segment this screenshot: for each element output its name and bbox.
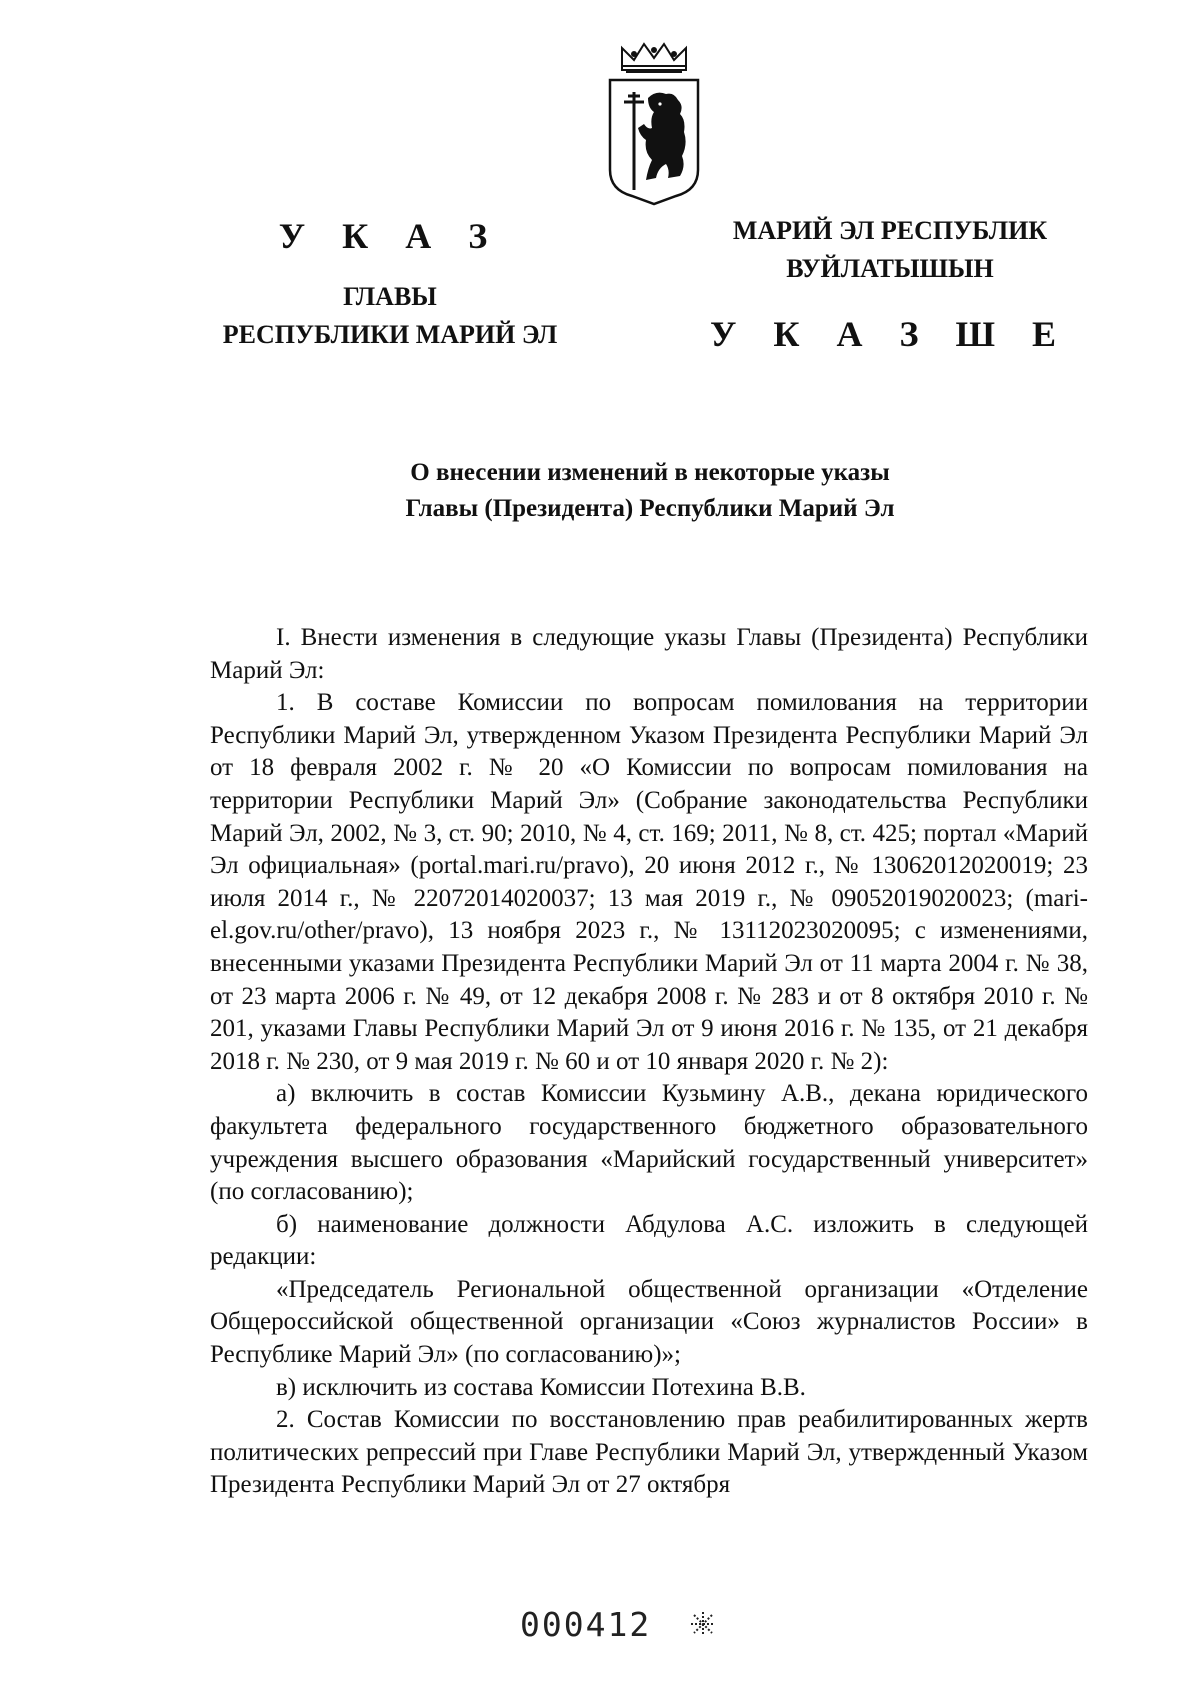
- serial-number: 000412: [520, 1605, 652, 1644]
- decree-title-mari: У К А З Ш Е: [709, 314, 1071, 354]
- paragraph-quote: «Председатель Региональной общественной организации «Отделение Общероссийской общественной организации «Союз журналистов России» в Республике Марий Эл» (по согласованию)»;: [210, 1275, 1088, 1369]
- coat-of-arms-icon: [604, 40, 704, 208]
- issuer-line-2-mari: ВУЙЛАТЫШЫН: [786, 254, 994, 283]
- paragraph-item-2: 2. Состав Комиссии по восстановлению прав реабилитированных жертв политических репрессий при Главе Республики Марий Эл, утвержденный Указом Президента Республики Марий Эл от 27 октября: [210, 1406, 1088, 1499]
- document-title-line-1: О внесении изменений в некоторые указы: [410, 459, 890, 486]
- issuer-line-1-mari: МАРИЙ ЭЛ РЕСПУБЛИК: [732, 216, 1048, 245]
- header-right-block: [700, 212, 1080, 358]
- issuer-line-2-ru: РЕСПУБЛИКИ МАРИЙ ЭЛ: [222, 320, 558, 349]
- document-body: [210, 622, 1088, 1502]
- header-left-block: [200, 212, 580, 354]
- paragraph-item-1: 1. В составе Комиссии по вопросам помилования на территории Республики Марий Эл, утвержденном Указом Президента Республики Марий Эл от 18 февраля 2002 г. № 20 «О Комиссии по вопросам помилования на территории Республики Марий Эл» (Собрание законодательства Республики Марий Эл, 2002, № 3, ст. 90; 2010, № 4, ст. 169; 2011, № 8, ст. 425; портал «Марий Эл официальная» (portal.mari.ru/pravo), 20 июня 2012 г., № 13062012020019; 23 июля 2014 г., № 22072014020037; 13 мая 2019 г., № 09052019020023; (mari-el.gov.ru/other/pravo), 13 ноября 2023 г., № 13112023020095; с изменениями, внесенными указами Президента Республики Марий Эл от 11 марта 2004 г. № 38, от 23 марта 2006 г. № 49, от 12 декабря 2008 г. № 283 и от 8 октября 2010 г. № 201, указами Главы Республики Марий Эл от 9 июня 2016 г. № 135, от 21 декабря 2018 г. № 230, от 9 мая 2019 г. № 60 и от 10 января 2020 г. № 2):: [210, 689, 1088, 1075]
- paragraph-subitem-b: б) наименование должности Абдулова А.С. изложить в следующей редакции:: [210, 1210, 1088, 1271]
- paragraph-section-1: I. Внести изменения в следующие указы Главы (Президента) Республики Марий Эл:: [210, 624, 1088, 684]
- document-title: [220, 455, 1080, 527]
- footer: [520, 1605, 740, 1645]
- document-title-line-2: Главы (Президента) Республики Марий Эл: [405, 495, 895, 522]
- paragraph-subitem-v: в) исключить из состава Комиссии Потехина В.В.: [276, 1373, 806, 1401]
- asterisk-mark-icon: [690, 1611, 716, 1637]
- paragraph-subitem-a: а) включить в состав Комиссии Кузьмину А.В., декана юридического факультета федерального государственного бюджетного образовательного учреждения высшего образования «Марийский государственный университет» (по согласованию);: [210, 1080, 1088, 1206]
- issuer-line-1-ru: ГЛАВЫ: [343, 282, 437, 311]
- decree-title-ru: У К А З: [278, 216, 502, 256]
